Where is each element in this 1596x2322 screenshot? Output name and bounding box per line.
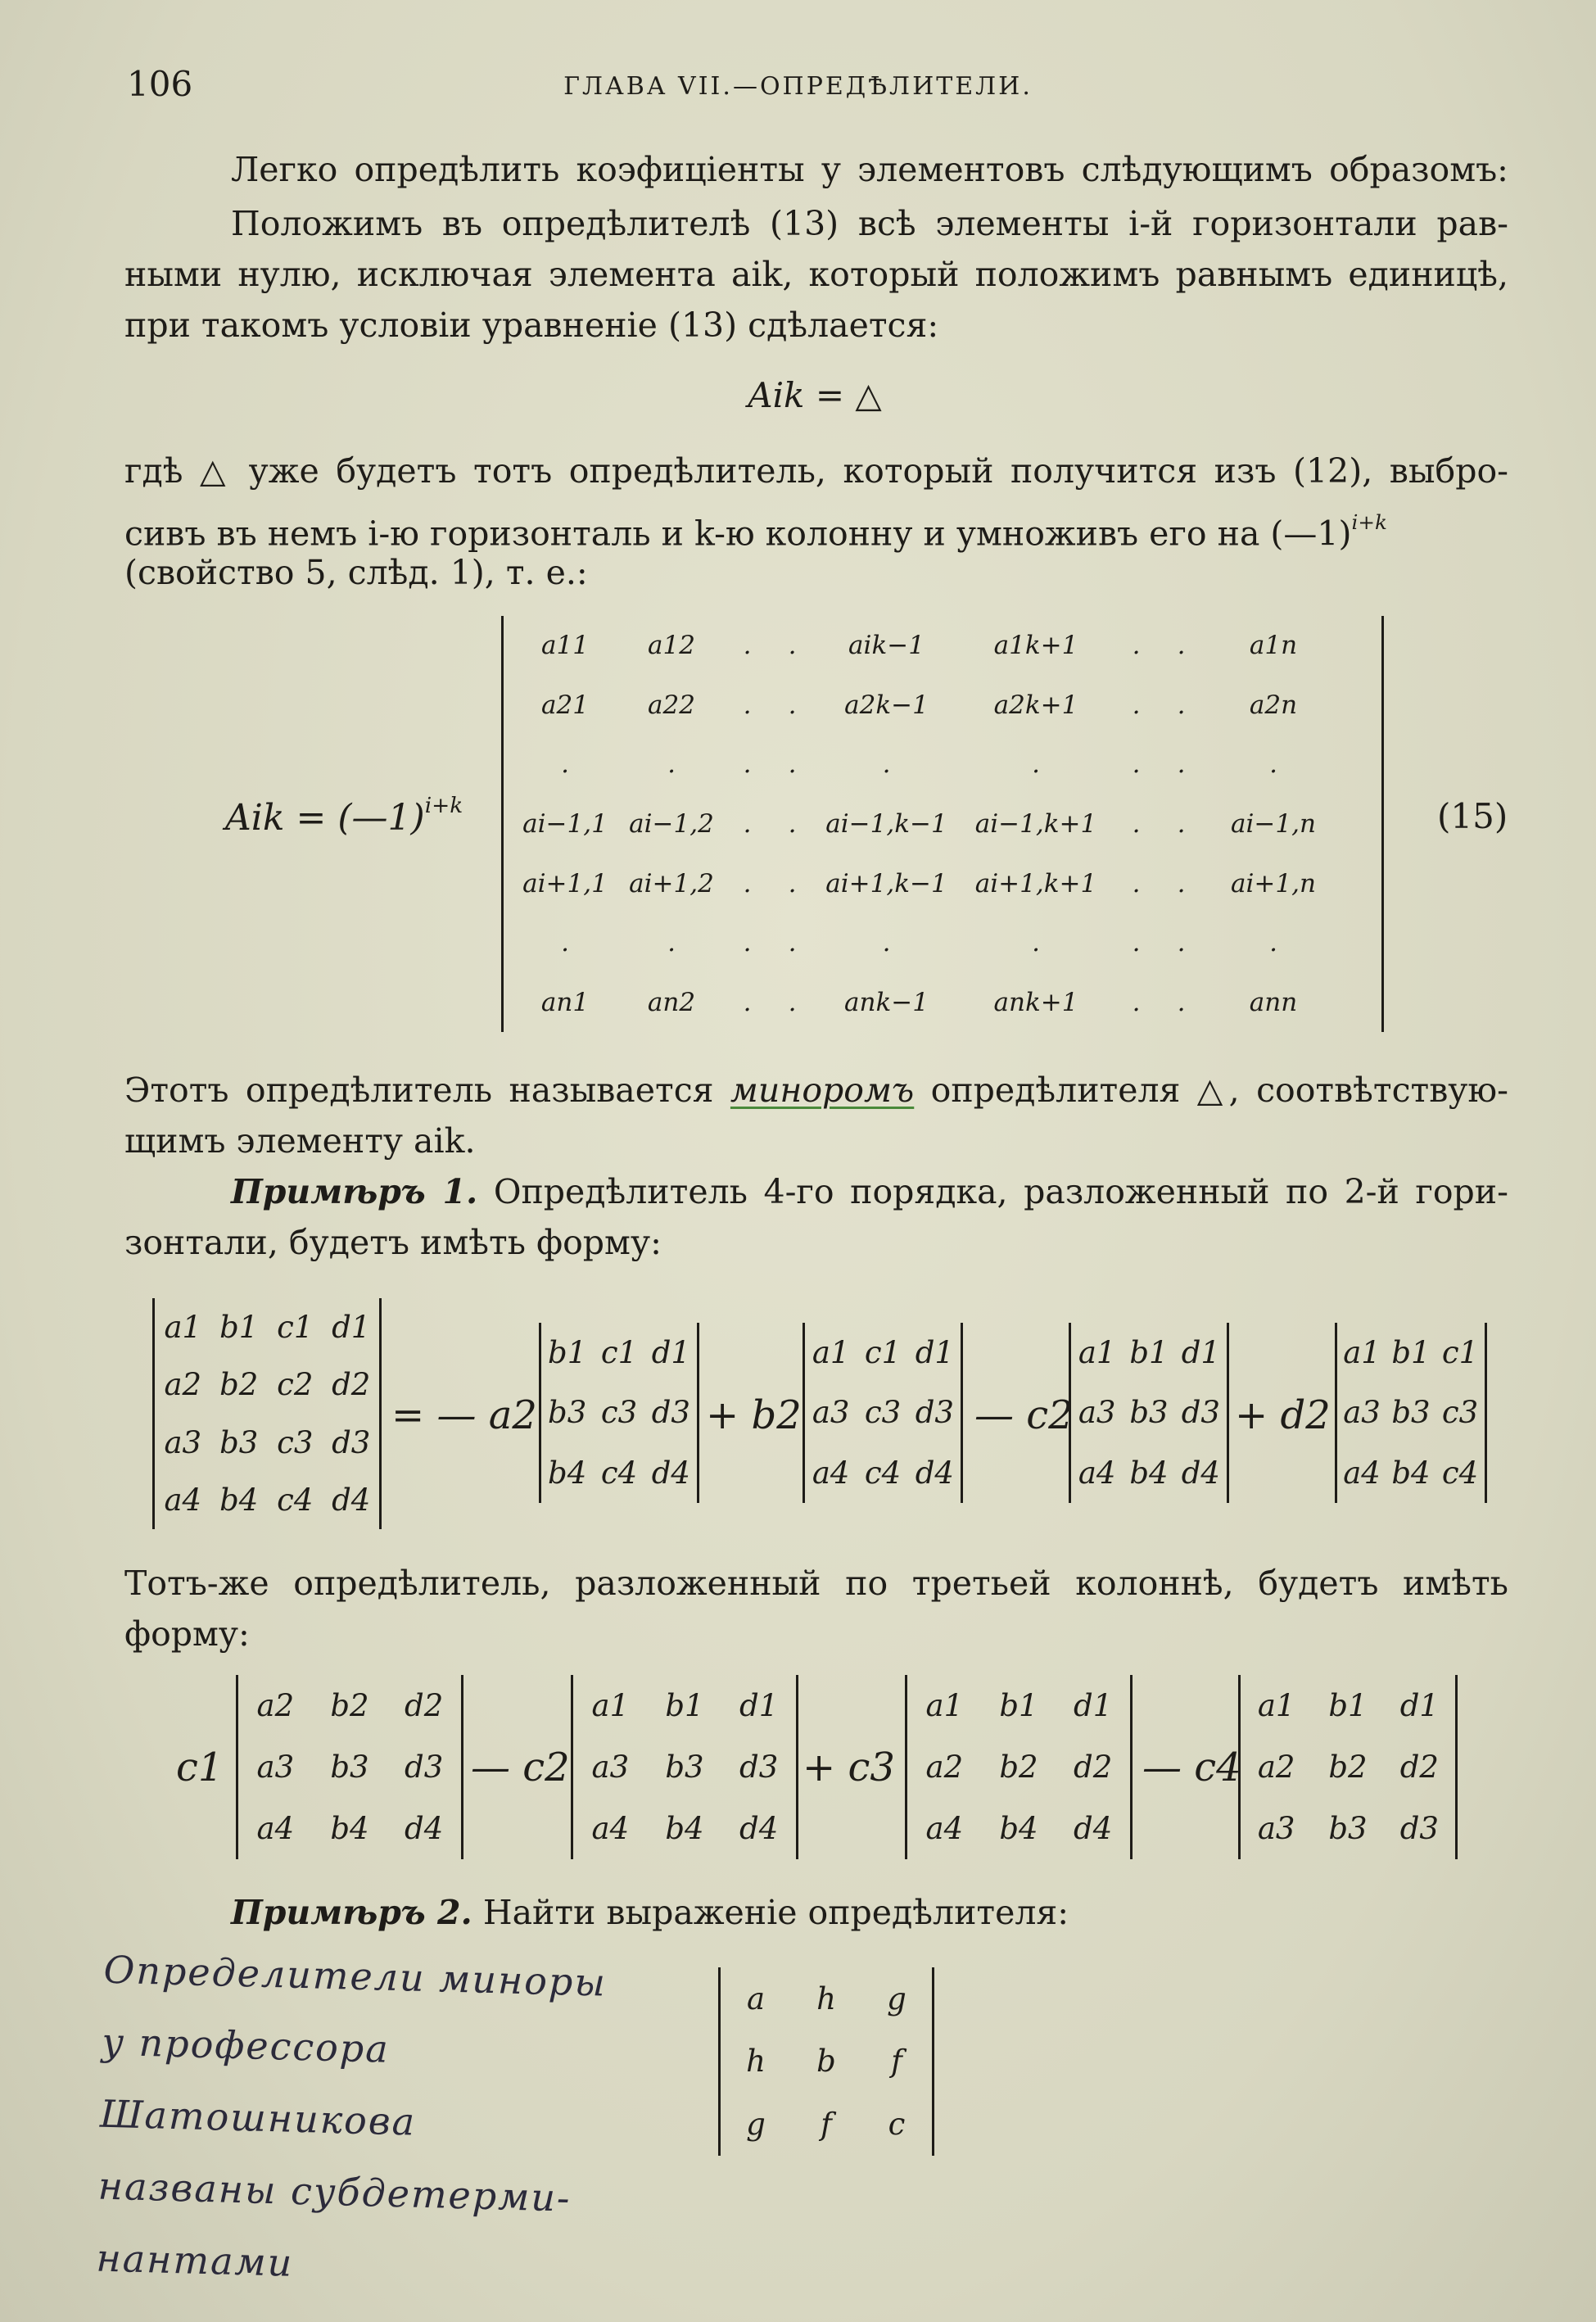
matrix-entry: c1	[864, 1335, 902, 1371]
matrix-entry: c3	[277, 1424, 314, 1460]
handwritten-line-1: Определители миноры	[103, 1947, 608, 2005]
matrix-entry: a4	[812, 1455, 850, 1491]
matrix-entry: a3	[1078, 1395, 1116, 1431]
matrix-entry: d4	[651, 1455, 690, 1491]
matrix-entry: b1	[999, 1688, 1038, 1723]
matrix-entry: c1	[600, 1335, 638, 1371]
matrix-entry: b4	[219, 1482, 259, 1519]
matrix-entry: c4	[600, 1455, 638, 1491]
matrix-entry: d4	[1181, 1455, 1220, 1491]
matrix-entry: .	[882, 928, 891, 958]
matrix-entry: .	[1177, 868, 1186, 898]
matrix-entry: .	[1177, 749, 1186, 780]
matrix-entry: a3	[164, 1424, 202, 1460]
matrix-entry: a2n	[1249, 690, 1298, 720]
minor-2-2-grid	[573, 1675, 796, 1859]
op-2-4: — c4	[1142, 1745, 1241, 1790]
handwritten-note	[95, 1934, 694, 2310]
matrix-entry: d4	[915, 1455, 954, 1491]
matrix-entry: a1	[164, 1309, 202, 1345]
matrix-entry: .	[667, 928, 676, 958]
example-1-line-1	[231, 1166, 1508, 1218]
paragraph-4-text-b: опредѣлителя △, соотвѣтствую-	[930, 1070, 1508, 1110]
minor-2-1-grid	[238, 1675, 461, 1859]
matrix-entry: d1	[1399, 1688, 1439, 1723]
matrix-entry: .	[1032, 928, 1040, 958]
matrix-entry: a3	[1257, 1811, 1295, 1846]
matrix-entry: .	[1132, 749, 1141, 780]
matrix-entry: g	[887, 1980, 907, 2016]
minor-2-3-grid	[907, 1675, 1130, 1859]
minor-1-3	[1069, 1323, 1229, 1503]
matrix-entry: .	[1177, 987, 1186, 1017]
matrix-entry: c1	[277, 1309, 314, 1345]
matrix-entry: a2	[1257, 1749, 1295, 1785]
matrix-entry: .	[1132, 868, 1141, 898]
op-1-1: = — a2	[391, 1392, 537, 1438]
matrix-entry: b1	[548, 1335, 587, 1371]
equation-number-15: (15)	[1437, 796, 1508, 836]
matrix-entry: b2	[999, 1749, 1038, 1785]
op-1-2: + b2	[706, 1392, 802, 1438]
matrix-entry: b3	[1328, 1811, 1368, 1846]
term-minor: миноромъ	[730, 1070, 915, 1110]
matrix-entry: ai−1,n	[1231, 808, 1316, 839]
minor-1-1-grid	[541, 1323, 697, 1503]
matrix-entry: f	[821, 2107, 832, 2143]
example-1-line-2: зонтали, будетъ имѣть форму:	[124, 1223, 662, 1262]
matrix-entry: a2k−1	[844, 690, 929, 720]
matrix-entry: a3	[591, 1749, 630, 1785]
matrix-entry: b4	[665, 1811, 704, 1846]
example-2-line	[231, 1887, 1508, 1939]
matrix-entry: .	[788, 868, 797, 898]
matrix-entry: b3	[1129, 1395, 1169, 1431]
formula-15-lhs-text: Aik = (—1)	[225, 797, 425, 840]
paragraph-3-line-2-text: сивъ въ немъ i-ю горизонталь и k-ю колонну и умноживъ его на (—1)	[124, 514, 1352, 554]
paragraph-1: Легко опредѣлить коэфиціенты у элементовъ слѣдующимъ образомъ:	[231, 150, 1508, 189]
matrix-entry: b3	[219, 1424, 259, 1460]
matrix-entry: d4	[1074, 1811, 1113, 1846]
matrix-entry: ai+1,1	[522, 868, 608, 898]
exponent-i-plus-k: i+k	[1351, 510, 1387, 534]
formula-15-grid	[504, 616, 1381, 1032]
example-1-text: Опредѣлитель 4-го порядка, разложенный по 2-й гори-	[493, 1172, 1508, 1211]
formula-15-exponent: i+k	[424, 793, 463, 818]
matrix-entry: d2	[1399, 1749, 1439, 1785]
minor-1-2-grid	[805, 1323, 961, 1503]
op-1-3: — c2	[974, 1392, 1074, 1438]
matrix-entry: .	[743, 749, 752, 780]
matrix-entry: b4	[1391, 1455, 1431, 1491]
matrix-entry: .	[1132, 987, 1141, 1017]
minor-2-1	[236, 1675, 463, 1859]
matrix-entry: ai−1,k+1	[974, 808, 1097, 839]
example-2-text: Найти выраженіе опредѣлителя:	[482, 1893, 1069, 1932]
matrix-entry: an2	[647, 987, 696, 1017]
matrix-entry: b1	[1129, 1335, 1169, 1371]
matrix-entry: a4	[925, 1811, 964, 1846]
matrix-entry: a12	[648, 631, 695, 661]
matrix-entry: .	[1177, 928, 1186, 958]
matrix-entry: b3	[665, 1749, 704, 1785]
matrix-entry: .	[743, 868, 752, 898]
matrix-entry: d1	[1074, 1688, 1113, 1723]
paragraph-3-line-3: (свойство 5, слѣд. 1), т. е.:	[124, 553, 588, 592]
page-number: 106	[127, 64, 193, 104]
paragraph-4-text-a: Этотъ опредѣлитель называется	[124, 1070, 714, 1110]
minor-2-4-grid	[1241, 1675, 1455, 1859]
matrix-entry: a1	[1257, 1688, 1295, 1723]
matrix-entry: a3	[812, 1395, 850, 1431]
matrix-entry: c4	[277, 1482, 314, 1519]
matrix-entry: .	[1177, 631, 1186, 661]
matrix-entry: a2	[256, 1688, 295, 1723]
op-2-2: — c2	[471, 1745, 570, 1790]
matrix-entry: .	[743, 631, 752, 661]
matrix-entry: a1k+1	[993, 631, 1078, 661]
matrix-entry: .	[561, 749, 569, 780]
matrix-entry: ai+1,k−1	[825, 868, 947, 898]
matrix-entry: .	[743, 808, 752, 839]
matrix-entry: d3	[739, 1749, 779, 1785]
matrix-entry: a3	[256, 1749, 295, 1785]
matrix-entry: a4	[1343, 1455, 1381, 1491]
minor-2-2	[571, 1675, 798, 1859]
op-2-1: c1	[176, 1745, 224, 1790]
example-2-determinant	[718, 1967, 934, 2156]
matrix-entry: ai+1,n	[1231, 868, 1316, 898]
formula-15-determinant	[501, 616, 1384, 1032]
paragraph-5-line-2: форму:	[124, 1614, 250, 1654]
matrix-entry: a4	[256, 1811, 295, 1846]
matrix-entry: .	[1032, 749, 1040, 780]
paragraph-2-line-1: Положимъ въ опредѣлителѣ (13) всѣ элементы i-й горизонтали рав-	[231, 204, 1508, 243]
matrix-entry: d3	[332, 1424, 371, 1460]
handwritten-line-4: нантами	[95, 2235, 294, 2285]
matrix-entry: d1	[651, 1335, 690, 1371]
matrix-entry: .	[1132, 928, 1141, 958]
matrix-entry: a1	[1078, 1335, 1116, 1371]
matrix-entry: a22	[648, 690, 695, 720]
paragraph-5-line-1: Тотъ-же опредѣлитель, разложенный по третьей колоннѣ, будетъ имѣть	[124, 1564, 1508, 1603]
matrix-entry: a4	[164, 1482, 202, 1519]
matrix-entry: b1	[665, 1688, 704, 1723]
matrix-entry: d3	[1181, 1395, 1220, 1431]
determinant-4x4-grid	[155, 1298, 379, 1529]
matrix-entry: d2	[405, 1688, 444, 1723]
paragraph-2-line-2: ными нулю, исключая элемента aik, который положимъ равнымъ единицѣ,	[124, 255, 1508, 294]
matrix-entry: d4	[739, 1811, 779, 1846]
minor-1-2	[803, 1323, 963, 1503]
matrix-entry: b4	[330, 1811, 369, 1846]
matrix-entry: a1n	[1249, 631, 1298, 661]
minor-1-4-grid	[1337, 1323, 1485, 1503]
matrix-entry: .	[788, 631, 797, 661]
matrix-entry: .	[788, 987, 797, 1017]
matrix-entry: c1	[1441, 1335, 1479, 1371]
example-2-label: Примѣръ 2.	[231, 1893, 472, 1932]
op-1-4: + d2	[1235, 1392, 1331, 1438]
matrix-entry: b3	[330, 1749, 369, 1785]
matrix-entry: d2	[332, 1367, 371, 1403]
matrix-entry: a1	[925, 1688, 964, 1723]
matrix-entry: ai−1,2	[629, 808, 714, 839]
matrix-entry: d1	[739, 1688, 779, 1723]
matrix-entry: a2	[164, 1367, 202, 1403]
paragraph-4-line-2: щимъ элементу aik.	[124, 1121, 476, 1161]
op-2-3: + c3	[803, 1745, 895, 1790]
example-1-label: Примѣръ 1.	[231, 1172, 478, 1211]
matrix-entry: c3	[864, 1395, 902, 1431]
matrix-entry: .	[1132, 631, 1141, 661]
handwritten-line-2: у профессора Шатошникова	[99, 2019, 417, 2144]
paragraph-2-line-3: при такомъ условіи уравненіе (13) сдѣлается:	[124, 306, 939, 345]
matrix-entry: .	[561, 928, 569, 958]
matrix-entry: ai+1,2	[629, 868, 714, 898]
matrix-entry: .	[1132, 808, 1141, 839]
matrix-entry: c4	[1441, 1455, 1479, 1491]
minor-1-3-grid	[1071, 1323, 1227, 1503]
matrix-entry: .	[1132, 690, 1141, 720]
matrix-entry: .	[788, 928, 797, 958]
matrix-entry: c	[888, 2107, 906, 2143]
minor-1-4	[1335, 1323, 1487, 1503]
running-title: ГЛАВА VII.—ОПРЕДѢЛИТЕЛИ.	[563, 72, 1033, 101]
matrix-entry: an1	[540, 987, 590, 1017]
matrix-entry: d4	[405, 1811, 444, 1846]
matrix-entry: b	[816, 2044, 836, 2080]
matrix-entry: ai+1,k+1	[974, 868, 1097, 898]
matrix-entry: d4	[332, 1482, 371, 1519]
matrix-entry: a	[746, 1980, 766, 2016]
matrix-entry: .	[743, 928, 752, 958]
matrix-entry: c3	[600, 1395, 638, 1431]
matrix-entry: b3	[1391, 1395, 1431, 1431]
matrix-entry: b2	[330, 1688, 369, 1723]
matrix-entry: .	[743, 690, 752, 720]
paragraph-4-line-1	[124, 1065, 1508, 1116]
matrix-entry: .	[743, 987, 752, 1017]
determinant-4x4	[152, 1298, 382, 1529]
matrix-entry: d3	[405, 1749, 444, 1785]
matrix-entry: a1	[1343, 1335, 1381, 1371]
matrix-entry: b3	[548, 1395, 587, 1431]
matrix-entry: b2	[1328, 1749, 1368, 1785]
matrix-entry: aik−1	[848, 631, 925, 661]
matrix-entry: h	[816, 1980, 836, 2016]
matrix-entry: .	[1177, 808, 1186, 839]
matrix-entry: .	[788, 808, 797, 839]
matrix-entry: a11	[541, 631, 589, 661]
matrix-entry: b1	[219, 1309, 259, 1345]
minor-2-4	[1238, 1675, 1458, 1859]
matrix-entry: d3	[1399, 1811, 1439, 1846]
matrix-entry: ank+1	[993, 987, 1078, 1017]
matrix-entry: b1	[1391, 1335, 1431, 1371]
matrix-entry: d1	[915, 1335, 954, 1371]
matrix-entry: f	[891, 2044, 902, 2080]
example-2-grid	[721, 1967, 932, 2156]
matrix-entry: .	[788, 749, 797, 780]
matrix-entry: c2	[277, 1367, 314, 1403]
matrix-entry: b4	[548, 1455, 587, 1491]
matrix-entry: .	[1177, 690, 1186, 720]
matrix-entry: g	[746, 2107, 766, 2143]
matrix-entry: d2	[1074, 1749, 1113, 1785]
matrix-entry: .	[1269, 749, 1277, 780]
minor-1-1	[539, 1323, 699, 1503]
matrix-entry: c4	[864, 1455, 902, 1491]
handwritten-line-3: названы субдетерми-	[97, 2163, 572, 2220]
formula-15-lhs	[225, 793, 463, 839]
matrix-entry: b2	[219, 1367, 259, 1403]
matrix-entry: ann	[1249, 987, 1298, 1017]
minor-2-3	[905, 1675, 1133, 1859]
matrix-entry: a1	[591, 1688, 630, 1723]
matrix-entry: ai−1,1	[522, 808, 608, 839]
matrix-entry: ank−1	[844, 987, 929, 1017]
matrix-entry: .	[882, 749, 891, 780]
equation-aik-delta: Aik = △	[748, 375, 882, 415]
matrix-entry: b4	[1129, 1455, 1169, 1491]
paragraph-3-line-1: гдѣ △ уже будетъ тотъ опредѣлитель, который получится изъ (12), выбро-	[124, 451, 1508, 491]
matrix-entry: a3	[1343, 1395, 1381, 1431]
matrix-entry: a4	[1078, 1455, 1116, 1491]
matrix-entry: d3	[915, 1395, 954, 1431]
matrix-entry: d3	[651, 1395, 690, 1431]
matrix-entry: d1	[1181, 1335, 1220, 1371]
matrix-entry: a2	[925, 1749, 964, 1785]
matrix-entry: .	[667, 749, 676, 780]
matrix-entry: b4	[999, 1811, 1038, 1846]
matrix-entry: a4	[591, 1811, 630, 1846]
matrix-entry: ai−1,k−1	[825, 808, 947, 839]
matrix-entry: a21	[541, 690, 589, 720]
matrix-entry: b1	[1328, 1688, 1368, 1723]
matrix-entry: d1	[332, 1309, 371, 1345]
matrix-entry: .	[788, 690, 797, 720]
matrix-entry: c3	[1441, 1395, 1479, 1431]
matrix-entry: a1	[812, 1335, 850, 1371]
matrix-entry: .	[1269, 928, 1277, 958]
matrix-entry: a2k+1	[993, 690, 1078, 720]
matrix-entry: h	[746, 2044, 766, 2080]
